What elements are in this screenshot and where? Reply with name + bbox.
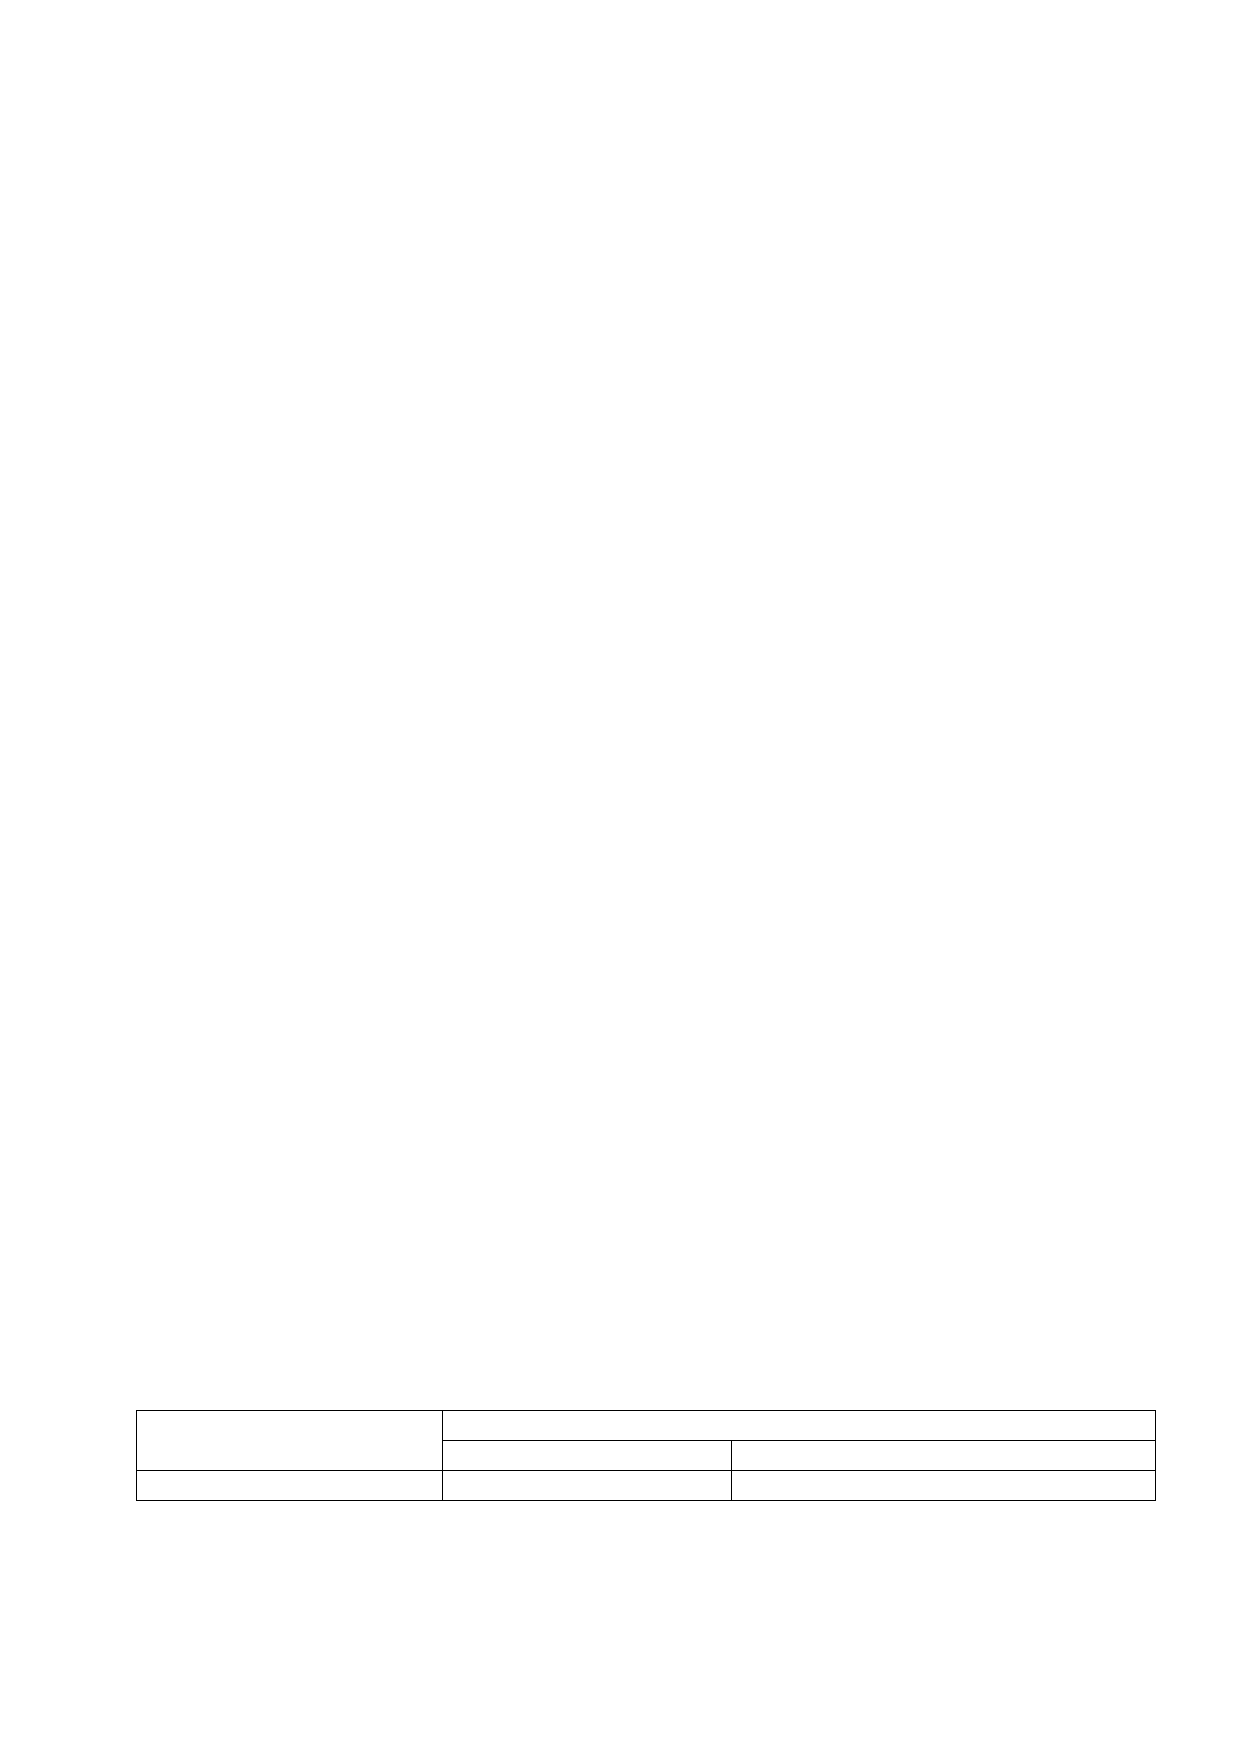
column-number	[732, 1471, 1156, 1501]
header-points	[137, 1411, 443, 1471]
column-number	[137, 1471, 443, 1501]
header-latitude	[442, 1441, 732, 1471]
column-number	[442, 1471, 732, 1501]
coordinates-table	[136, 1410, 1156, 1501]
table-header-row	[137, 1411, 1156, 1441]
header-longitude	[732, 1441, 1156, 1471]
header-coordinate-system	[442, 1411, 1155, 1441]
table-column-numbers-row	[137, 1471, 1156, 1501]
page-body	[148, 116, 1158, 172]
